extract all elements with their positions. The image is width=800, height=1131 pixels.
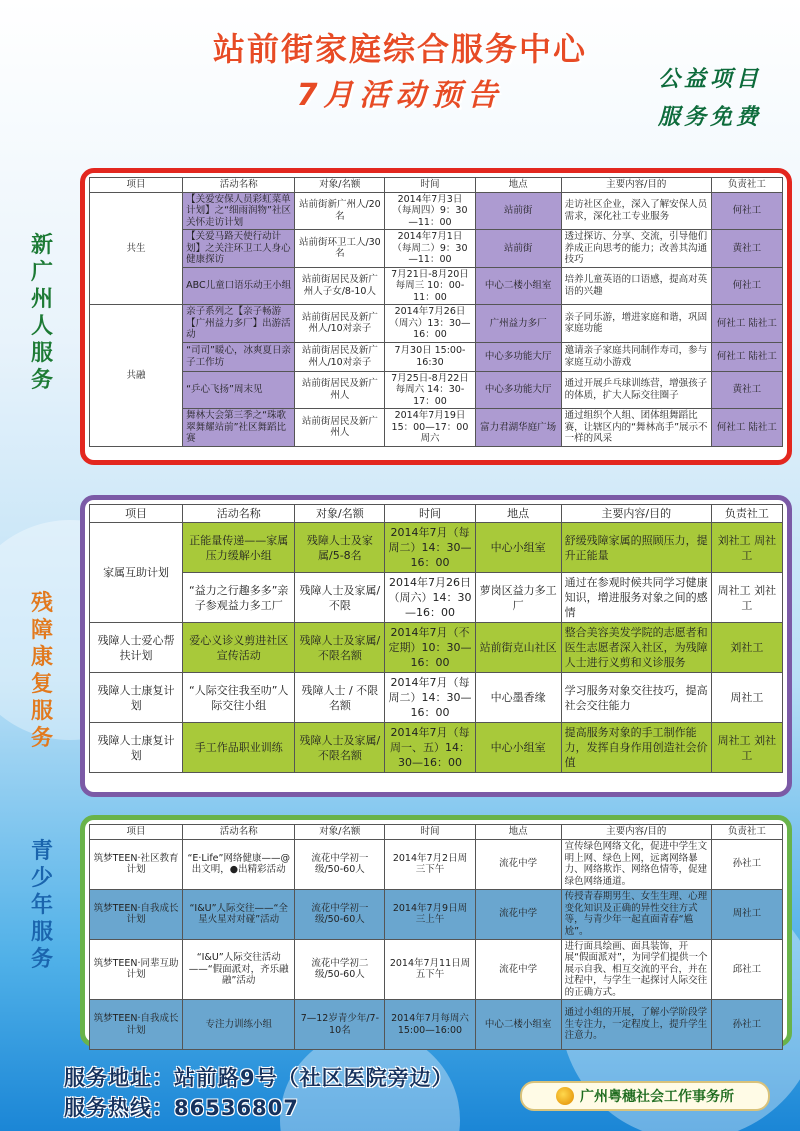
section-label-disability: 残障康复服务 [30, 591, 53, 751]
target-cell: 流花中学初二级/50-60人 [295, 939, 385, 1000]
table-row [90, 939, 783, 1000]
table-row [90, 192, 783, 230]
table-row [90, 673, 783, 723]
activity-name-cell: 舞林大会第三季之“珠歌翠舞耀站前”社区舞蹈比赛 [183, 409, 295, 447]
worker-cell: 周社工 刘社工 [711, 573, 782, 623]
table-row [90, 305, 783, 343]
column-header: 主要内容/目的 [561, 178, 711, 193]
time-cell: 2014年7月（每周二）14：30—16：00 [385, 673, 475, 723]
content-cell: 邀请亲子家庭共同制作寿司，参与家庭互动小游戏 [561, 342, 711, 371]
time-cell: 7月21日-8月20日每周三 10：00-11：00 [385, 267, 475, 305]
page-subtitle: 7月活动预告 [296, 78, 504, 113]
content-cell: 透过探访、分享、交流，引导他们养成正向思考的能力；改善其沟通技巧 [561, 230, 711, 268]
project-cell: 家属互助计划 [90, 523, 183, 623]
column-header: 负责社工 [711, 178, 782, 193]
activity-name-cell: “乒心飞扬”周末见 [183, 371, 295, 409]
column-header: 项目 [90, 178, 183, 193]
tagline-public-welfare: 公益项目 [657, 67, 762, 92]
place-cell: 中心多功能大厅 [475, 371, 561, 409]
place-cell: 中心多功能大厅 [475, 342, 561, 371]
table-row [90, 409, 783, 447]
table-row [90, 523, 783, 573]
organization-name: 广州粤穗社会工作事务所 [580, 1089, 734, 1105]
time-cell: 2014年7月1日（每周二）9：30—11：00 [385, 230, 475, 268]
table-row [90, 267, 783, 305]
content-cell: 舒缓残障家属的照顾压力，提升正能量 [561, 523, 711, 573]
column-header: 对象/名额 [295, 505, 385, 523]
activity-name-cell: 【关爱安保人员彩虹菜单计划】之“细雨润物”社区关怀走访计划 [183, 192, 295, 230]
target-cell: 流花中学初一级/50-60人 [295, 839, 385, 889]
activity-name-cell: 爱心义诊义剪进社区宣传活动 [183, 623, 295, 673]
time-cell: 2014年7月（每周二）14：30—16：00 [385, 523, 475, 573]
service-address: 服务地址：站前路9号（社区医院旁边） [64, 1066, 454, 1090]
project-cell: 筑梦TEEN·自我成长计划 [90, 1000, 183, 1050]
tagline-free-service: 服务免费 [657, 105, 762, 130]
activity-name-cell: “I&U”人际交往活动——“假面派对，齐乐融融”活动 [183, 939, 295, 1000]
column-header: 负责社工 [711, 825, 782, 840]
place-cell: 中心小组室 [475, 523, 561, 573]
time-cell: 2014年7月11日周五下午 [385, 939, 475, 1000]
activity-name-cell: 手工作品职业训练 [183, 723, 295, 773]
section-label-new-guangzhou: 新广州人服务 [30, 233, 53, 393]
section-new-guangzhou-panel [80, 168, 792, 465]
table-row [90, 371, 783, 409]
time-cell: 2014年7月（每周一、五）14：30—16：00 [385, 723, 475, 773]
project-cell: 残障人士爱心帮扶计划 [90, 623, 183, 673]
worker-cell: 邱社工 [711, 939, 782, 1000]
time-cell: 7月25日-8月22日每周六 14：30-17：00 [385, 371, 475, 409]
target-cell: 残障人士及家属/5-8名 [295, 523, 385, 573]
table-header-row [90, 178, 783, 193]
activity-name-cell: 专注力训练小组 [183, 1000, 295, 1050]
target-cell: 站前街居民及新广州人 [295, 409, 385, 447]
target-cell: 流花中学初一级/50-60人 [295, 889, 385, 939]
activity-name-cell: 正能量传递——家属压力缓解小组 [183, 523, 295, 573]
place-cell: 流花中学 [475, 839, 561, 889]
project-cell: 残障人士康复计划 [90, 723, 183, 773]
worker-cell: 黄社工 [711, 230, 782, 268]
worker-cell: 周社工 刘社工 [711, 723, 782, 773]
table-youth [89, 824, 783, 1050]
worker-cell: 刘社工 [711, 623, 782, 673]
place-cell: 中心小组室 [475, 723, 561, 773]
worker-cell: 何社工 陆社工 [711, 305, 782, 343]
worker-cell: 何社工 [711, 267, 782, 305]
column-header: 负责社工 [711, 505, 782, 523]
service-hotline: 服务热线：86536807 [64, 1096, 299, 1120]
content-cell: 提高服务对象的手工制作能力，发挥自身作用创造社会价值 [561, 723, 711, 773]
project-cell: 共融 [90, 305, 183, 447]
place-cell: 流花中学 [475, 889, 561, 939]
worker-cell: 孙社工 [711, 1000, 782, 1050]
place-cell: 中心二楼小组室 [475, 267, 561, 305]
column-header: 地点 [475, 505, 561, 523]
activity-name-cell: “E·Life”网络健康——@出文明，●出精彩活动 [183, 839, 295, 889]
target-cell: 残障人士及家属/不限名额 [295, 723, 385, 773]
project-cell: 筑梦TEEN·同辈互助计划 [90, 939, 183, 1000]
time-cell: 2014年7月每周六 15:00—16:00 [385, 1000, 475, 1050]
worker-cell: 周社工 [711, 889, 782, 939]
target-cell: 残障人士及家属/不限名额 [295, 623, 385, 673]
project-cell: 残障人士康复计划 [90, 673, 183, 723]
content-cell: 培养儿童英语的口语感，提高对英语的兴趣 [561, 267, 711, 305]
worker-cell: 何社工 陆社工 [711, 342, 782, 371]
place-cell: 富力君湖华庭广场 [475, 409, 561, 447]
content-cell: 通过组织个人组、团体组舞蹈比赛，让辖区内的“舞林高手”展示不一样的风采 [561, 409, 711, 447]
place-cell: 萝岗区益力多工厂 [475, 573, 561, 623]
time-cell: 2014年7月19日 15：00—17：00 周六 [385, 409, 475, 447]
page-title: 站前街家庭综合服务中心 [212, 30, 587, 68]
column-header: 地点 [475, 825, 561, 840]
content-cell: 整合美容美发学院的志愿者和医生志愿者深入社区，为残障人士进行义剪和义诊服务 [561, 623, 711, 673]
place-cell: 中心墨香缘 [475, 673, 561, 723]
column-header: 对象/名额 [295, 178, 385, 193]
content-cell: 通过开展乒乓球训练营，增强孩子的体质，扩大人际交往圈子 [561, 371, 711, 409]
column-header: 活动名称 [183, 505, 295, 523]
worker-cell: 刘社工 周社工 [711, 523, 782, 573]
table-row [90, 1000, 783, 1050]
table-row [90, 839, 783, 889]
time-cell: 2014年7月26日（周六）13：30—16：00 [385, 305, 475, 343]
time-cell: 2014年7月9日周三上午 [385, 889, 475, 939]
content-cell: 学习服务对象交往技巧，提高社会交往能力 [561, 673, 711, 723]
activity-name-cell: ABC儿童口语乐动王小组 [183, 267, 295, 305]
section-disability-panel [80, 495, 792, 797]
content-cell: 通过小组的开展，了解小学阶段学生专注力，一定程度上，提升学生注意力。 [561, 1000, 711, 1050]
target-cell: 站前街居民及新广州人子女/8-10人 [295, 267, 385, 305]
worker-cell: 孙社工 [711, 839, 782, 889]
table-row [90, 342, 783, 371]
target-cell: 残障人士 / 不限名额 [295, 673, 385, 723]
table-row [90, 573, 783, 623]
activity-name-cell: 亲子系列之【亲子畅游【广州益力多厂】出游活动 [183, 305, 295, 343]
column-header: 时间 [385, 505, 475, 523]
section-youth-panel [80, 815, 792, 1047]
place-cell: 流花中学 [475, 939, 561, 1000]
place-cell: 站前街克山社区 [475, 623, 561, 673]
worker-cell: 何社工 [711, 192, 782, 230]
column-header: 时间 [385, 178, 475, 193]
content-cell: 走访社区企业，深入了解安保人员需求，深化社工专业服务 [561, 192, 711, 230]
time-cell: 2014年7月3日（每周四）9：30—11：00 [385, 192, 475, 230]
project-cell: 筑梦TEEN·自我成长计划 [90, 889, 183, 939]
place-cell: 广州益力多厂 [475, 305, 561, 343]
organization-badge [520, 1081, 770, 1111]
table-disability [89, 504, 783, 773]
table-header-row [90, 825, 783, 840]
project-cell: 筑梦TEEN·社区教育计划 [90, 839, 183, 889]
column-header: 对象/名额 [295, 825, 385, 840]
content-cell: 传授青春期男生、女生生理、心理变化知识及正确的异性交往方式等，与青少年一起直面青春“尴尬”。 [561, 889, 711, 939]
column-header: 活动名称 [183, 178, 295, 193]
place-cell: 站前街 [475, 230, 561, 268]
column-header: 项目 [90, 505, 183, 523]
activity-name-cell: “益力之行趣多多”亲子参观益力多工厂 [183, 573, 295, 623]
worker-cell: 周社工 [711, 673, 782, 723]
time-cell: 2014年7月（不定期）10：30—16：00 [385, 623, 475, 673]
column-header: 时间 [385, 825, 475, 840]
activity-name-cell: “人际交往我至叻”人际交往小组 [183, 673, 295, 723]
time-cell: 2014年7月2日周三下午 [385, 839, 475, 889]
column-header: 地点 [475, 178, 561, 193]
content-cell: 宣传绿色网络文化，促进中学生文明上网、绿色上网，远离网络暴力、网络欺诈、网络色情等，促建绿色网络通道。 [561, 839, 711, 889]
place-cell: 站前街 [475, 192, 561, 230]
activity-name-cell: 【关爱马路天使行动计划】之关注环卫工人身心健康探访 [183, 230, 295, 268]
table-header-row [90, 505, 783, 523]
target-cell: 站前街新广州人/20名 [295, 192, 385, 230]
content-cell: 通过在参观时候共同学习健康知识，增进服务对象之间的感情 [561, 573, 711, 623]
column-header: 主要内容/目的 [561, 825, 711, 840]
activity-name-cell: “司司”暖心，冰爽夏日亲子工作坊 [183, 342, 295, 371]
target-cell: 站前街环卫工人/30名 [295, 230, 385, 268]
column-header: 活动名称 [183, 825, 295, 840]
worker-cell: 黄社工 [711, 371, 782, 409]
time-cell: 7月30日 15:00-16:30 [385, 342, 475, 371]
content-cell: 亲子同乐游，增进家庭和谐，巩固家庭功能 [561, 305, 711, 343]
target-cell: 站前街居民及新广州人/10对亲子 [295, 342, 385, 371]
place-cell: 中心二楼小组室 [475, 1000, 561, 1050]
target-cell: 残障人士及家属/不限 [295, 573, 385, 623]
table-row [90, 623, 783, 673]
target-cell: 站前街居民及新广州人/10对亲子 [295, 305, 385, 343]
worker-cell: 何社工 陆社工 [711, 409, 782, 447]
time-cell: 2014年7月26日（周六）14：30—16：00 [385, 573, 475, 623]
activity-name-cell: “I&U”人际交往——“全星火星对对碰”活动 [183, 889, 295, 939]
table-row [90, 889, 783, 939]
table-row [90, 723, 783, 773]
section-label-youth: 青少年服务 [30, 839, 53, 972]
project-cell: 共生 [90, 192, 183, 305]
table-new-guangzhou [89, 177, 783, 447]
table-row [90, 230, 783, 268]
content-cell: 进行面具绘画、面具装饰，开展“假面派对”，为同学们提供一个展示自我、相互交流的平台，并在过程中，与学生一起探讨人际交往的正确方式。 [561, 939, 711, 1000]
target-cell: 站前街居民及新广州人 [295, 371, 385, 409]
organization-logo-icon [556, 1087, 574, 1105]
column-header: 项目 [90, 825, 183, 840]
column-header: 主要内容/目的 [561, 505, 711, 523]
target-cell: 7—12岁青少年/7-10名 [295, 1000, 385, 1050]
